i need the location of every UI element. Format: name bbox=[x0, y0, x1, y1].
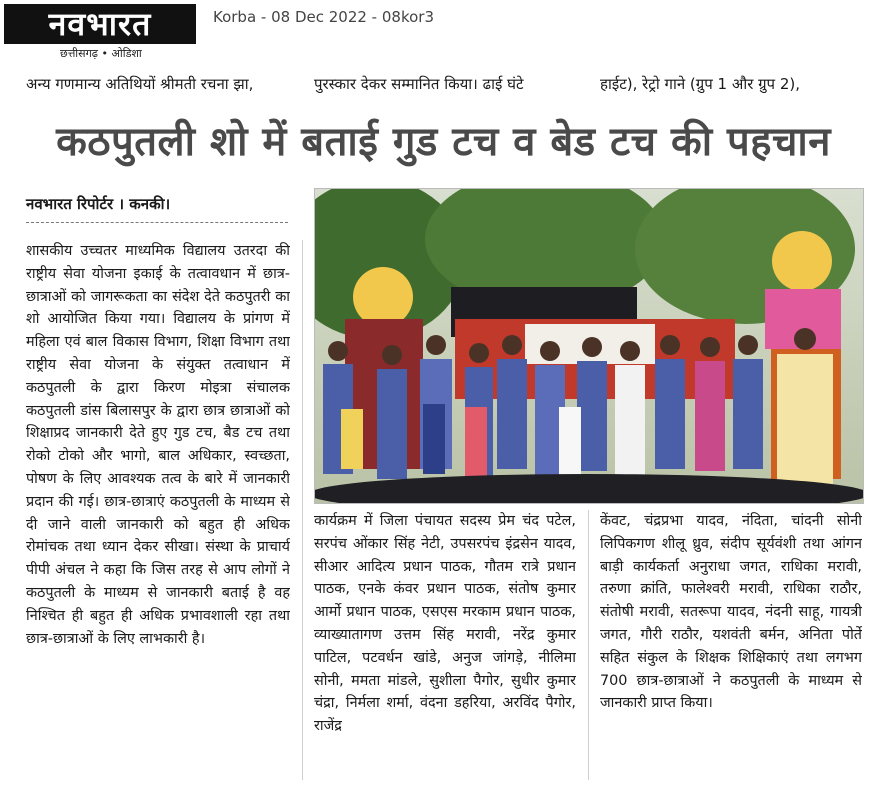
masthead bbox=[0, 0, 887, 68]
top-fragment-3: हाईट), रेट्रो गाने (ग्रुप 1 और ग्रुप 2), bbox=[600, 75, 801, 93]
article-column-1: शासकीय उच्चतर माध्यमिक विद्यालय उतरदा की राष्ट्रीय सेवा योजना इकाई के तत्वावधान में छात्र-छात्राओं को जागरूकता का संदेश देते कठपुतरी का शो आयोजित किया गया। विद्यालय के प्रांगण में महिला एवं बाल विकास विभाग, शिक्षा विभाग तथा राष्ट्रीय सेवा योजना के संयुक्त तत्वाधान में कठपुतली के द्वारा किरण मोइत्रा संचालक कठपुतली डांस बिलासपुर के द्वारा छात्र छात्राओं को शिक्षाप्रद जानकारी देते हुए गुड टच, बैड टच तथा रोको टोको और भागो, बाल अधिकार, स्वच्छता, पोषण के लिए आवश्यक तत्व के बारे में जानकारी प्रदान की गई। छात्र-छात्राएं कठपुतली के माध्यम से दी जाने वाली जानकारी को बहुत ही अधिक रोमांचक तथा ध्यान देकर सीखा। संस्था के प्राचार्य पीपी अंचल ने कहा कि जिस तरह से आप लोगों ने कठपुतली के माध्यम से जानकारी बताई है वह निश्चित ही बहुत ही अधिक प्रभावशाली रहा तथा छात्र-छात्राओं के लिए लाभकारी है। bbox=[26, 243, 290, 647]
event-photo bbox=[314, 188, 864, 504]
top-fragment-1: अन्य गणमान्य अतिथियों श्रीमती रचना झा, bbox=[26, 75, 254, 93]
column-divider bbox=[302, 240, 303, 780]
newspaper-logo: नवभारत bbox=[4, 4, 196, 44]
article-column-3: केंवट, चंद्रप्रभा यादव, नंदिता, चांदनी सोनी लिपिकगण शीलू ध्रुव, संदीप सूर्यवंशी तथा आंगन बाड़ी कार्यकर्ता अनुराधा जगत, राधिका मरावी, तरुणा क्रांति, फालेश्वरी मरावी, राधिका राठौर, संतोषी मरावी, सतरूपा यादव, नंदनी साहू, गायत्री जगत, गौरी राठौर, यशवंती बर्मन, अनिता पोर्ते सहित संकुल के शिक्षक शिक्षिकाएं तथा लगभग 700 छात्र-छात्राओं ने कठपुतली के माध्यम से जानकारी प्राप्त किया। bbox=[600, 513, 862, 712]
article-byline: नवभारत रिपोर्टर । कनकी। bbox=[26, 194, 288, 223]
column-divider bbox=[588, 510, 589, 780]
article-column-2: कार्यक्रम में जिला पंचायत सदस्य प्रेम चंद पटेल, सरपंच ओंकार सिंह नेटी, उपसरपंच इंद्रसेन यादव, सीआर आदित्य प्रधान पाठक, गौतम रात्रे प्रधान पाठक, एनके कंवर प्रधान पाठक, संतोष कुमार आर्मो प्रधान पाठक, एसएस मरकाम प्रधान पाठक, व्याख्यातागण उत्तम सिंह मरावी, नरेंद्र कुमार पाटिल, पटवर्धन खांडे, अनुज जांगड़े, नीलिमा सोनी, ममता मांडले, सुशीला पैगोर, सुधीर कुमार चंद्रा, निर्मला शर्मा, वंदना डहरिया, अरविंद पैगोर, राजेंद्र bbox=[314, 513, 576, 735]
logo-subtitle: छत्तीसगढ़ • ओडिशा bbox=[60, 47, 142, 60]
top-fragment-2: पुरस्कार देकर सम्मानित किया। ढाई घंटे bbox=[314, 75, 524, 93]
dateline: Korba - 08 Dec 2022 - 08kor3 bbox=[213, 8, 434, 26]
article-headline: कठपुतली शो में बताई गुड टच व बेड टच की पहचान bbox=[56, 119, 831, 165]
